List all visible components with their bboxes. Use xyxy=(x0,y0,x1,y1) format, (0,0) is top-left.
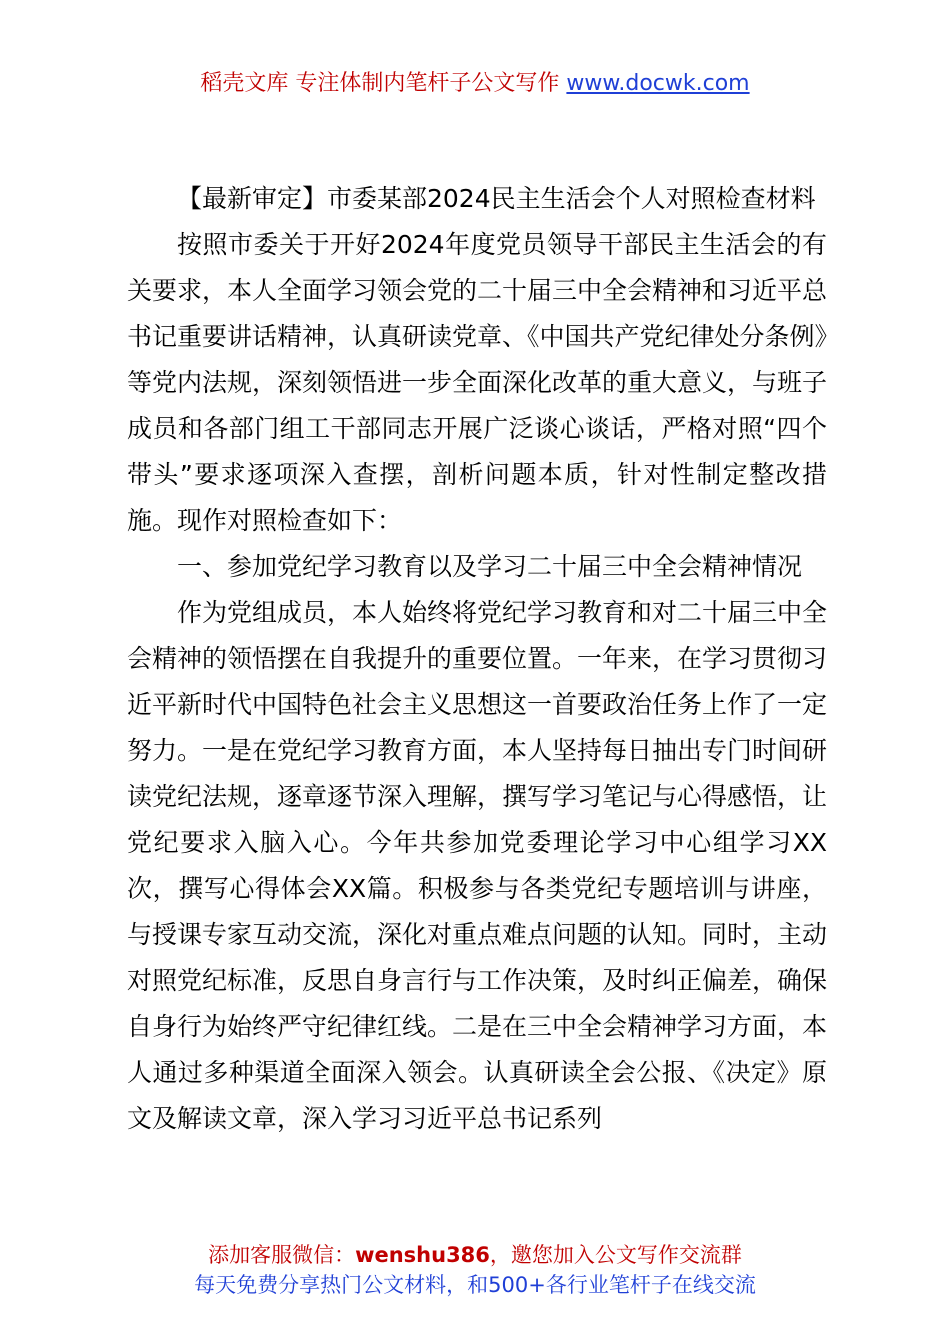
section-heading-1: 一、参加党纪学习教育以及学习二十届三中全会精神情况 xyxy=(177,552,803,581)
header-brand-text: 稻壳文库 专注体制内笔杆子公文写作 xyxy=(200,71,567,96)
footer-promo-line: 每天免费分享热门公文材料，和500+各行业笔杆子在线交流 xyxy=(194,1273,756,1297)
document-body xyxy=(127,176,827,1142)
footer-wechat-id: wenshu386 xyxy=(355,1243,490,1267)
footer-contact-prefix: 添加客服微信： xyxy=(208,1243,356,1267)
document-title: 【最新审定】市委某部2024民主生活会个人对照检查材料 xyxy=(177,184,816,213)
section-1-paragraph: 作为党组成员，本人始终将党纪学习教育和对二十届三中全会精神的领悟摆在自我提升的重要位置。一年来，在学习贯彻习近平新时代中国特色社会主义思想这一首要政治任务上作了一定努力。一是在党纪学习教育方面，本人坚持每日抽出专门时间研读党纪法规，逐章逐节深入理解，撰写学习笔记与心得感悟，让党纪要求入脑入心。今年共参加党委理论学习中心组学习XX次，撰写心得体会XX篇。积极参与各类党纪专题培训与讲座，与授课专家互动交流，深化对重点难点问题的认知。同时，主动对照党纪标准，反思自身言行与工作决策，及时纠正偏差，确保自身行为始终严守纪律红线。二是在三中全会精神学习方面，本人通过多种渠道全面深入领会。认真研读全会公报、《决定》原文及解读文章，深入学习习近平总书记系列 xyxy=(127,598,828,1133)
footer-contact-suffix: ，邀您加入公文写作交流群 xyxy=(489,1243,742,1267)
header-website-link[interactable]: www.docwk.com xyxy=(566,71,750,96)
page-footer xyxy=(0,1240,950,1300)
footer-contact-line xyxy=(0,1240,950,1270)
page-header xyxy=(0,68,950,100)
intro-paragraph: 按照市委关于开好2024年度党员领导干部民主生活会的有关要求，本人全面学习领会党的二十届三中全会精神和习近平总书记重要讲话精神，认真研读党章、《中国共产党纪律处分条例》等党内法规，深刻领悟进一步全面深化改革的重大意义，与班子成员和各部门组工干部同志开展广泛谈心谈话，严格对照“四个带头”要求逐项深入查摆，剖析问题本质，针对性制定整改措施。现作对照检查如下： xyxy=(127,230,828,535)
